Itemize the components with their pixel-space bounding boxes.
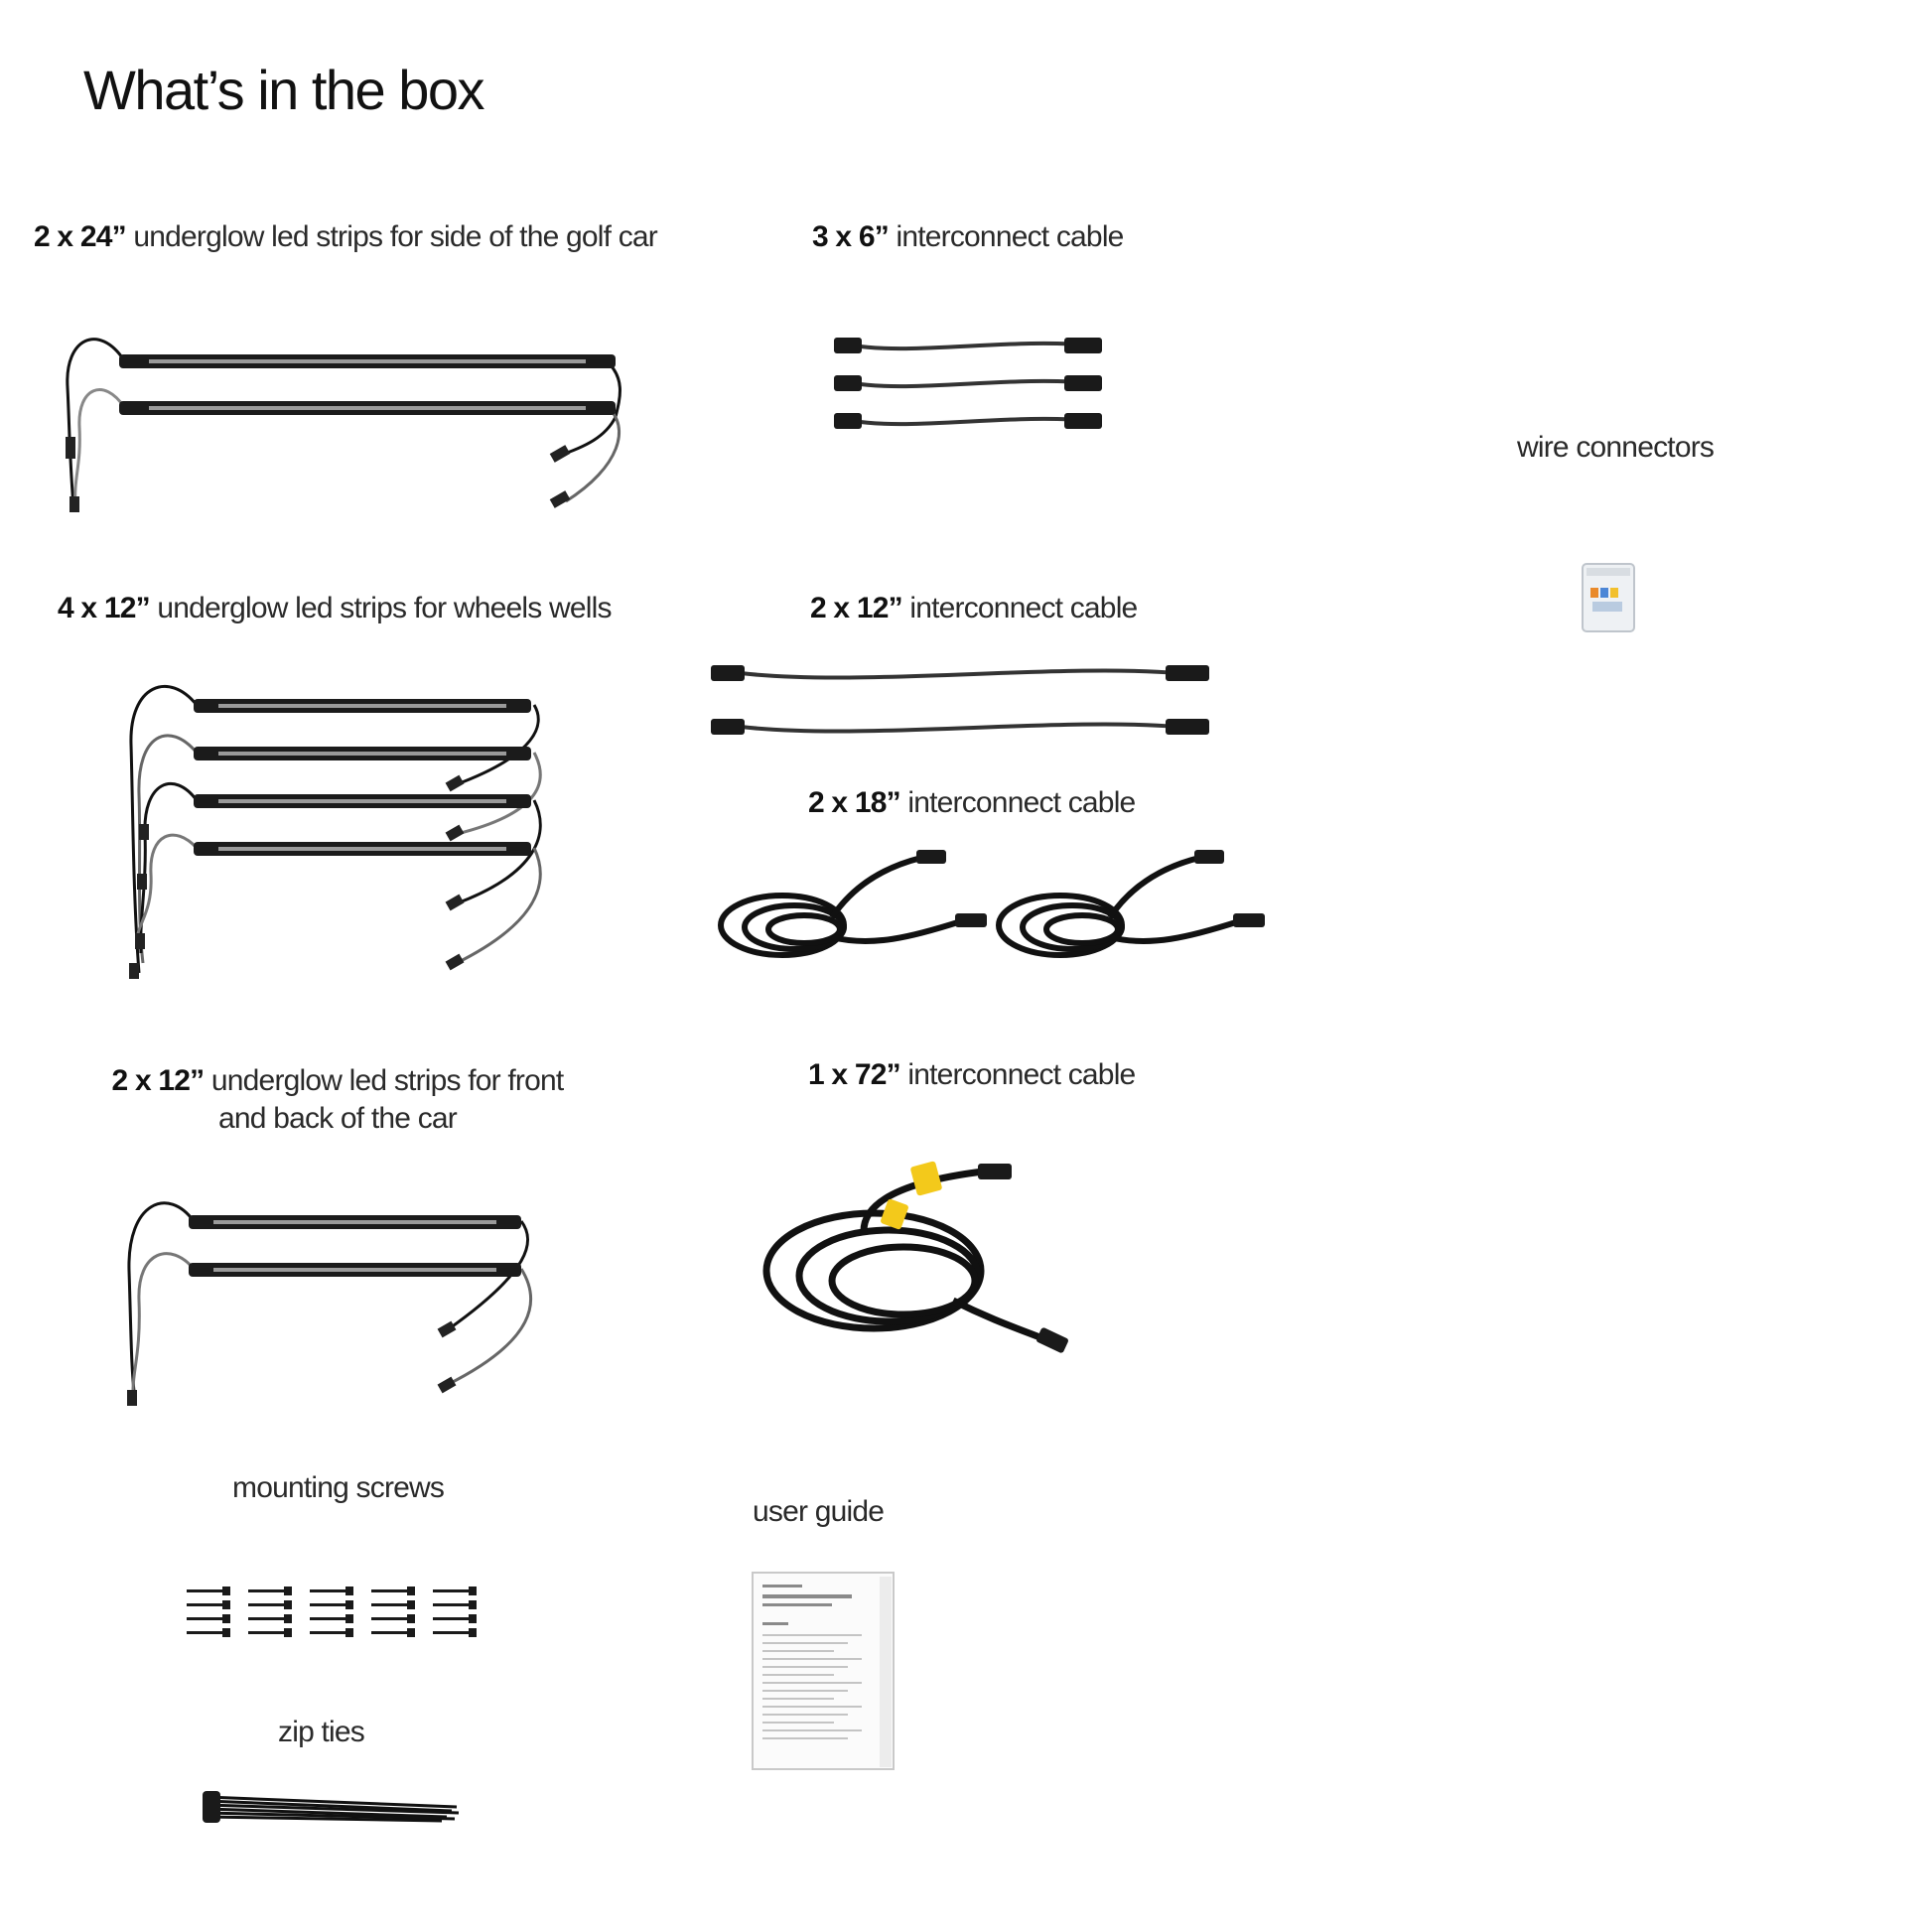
- wheel-strips-label: [58, 592, 612, 625]
- side-strips-label: [34, 220, 657, 254]
- cable-12-image: [711, 659, 1217, 749]
- cable-6-qty: 3 x 6”: [812, 220, 889, 253]
- page-title: What’s in the box: [83, 59, 484, 121]
- cable-18-image: [713, 848, 1269, 967]
- cable-6-image: [834, 334, 1112, 443]
- wire-connectors-label: wire connectors: [1517, 431, 1715, 464]
- cable-18-desc: interconnect cable: [907, 786, 1136, 819]
- front-back-strips-qty: 2 x 12”: [111, 1064, 205, 1097]
- cable-72-label: [808, 1058, 1135, 1092]
- cable-6-desc: interconnect cable: [896, 220, 1124, 253]
- front-back-strips-label: [99, 1062, 576, 1138]
- front-back-strips-desc: underglow led strips for front and back of the car: [210, 1064, 564, 1135]
- cable-12-qty: 2 x 12”: [810, 592, 902, 624]
- cable-6-label: [812, 220, 1124, 254]
- cable-18-qty: 2 x 18”: [808, 786, 900, 819]
- zip-ties-image: [199, 1781, 467, 1831]
- wheel-strips-desc: underglow led strips for wheels wells: [157, 592, 612, 624]
- cable-72-image: [755, 1152, 1082, 1360]
- side-strips-qty: 2 x 24”: [34, 220, 126, 253]
- wheel-led-strips-image: [119, 675, 546, 993]
- front-back-led-strips-image: [119, 1191, 536, 1410]
- mounting-screws-image: [187, 1585, 494, 1644]
- cable-12-desc: interconnect cable: [909, 592, 1138, 624]
- zip-ties-label: zip ties: [278, 1716, 364, 1748]
- user-guide-label: user guide: [753, 1495, 885, 1528]
- cable-12-label: [810, 592, 1137, 625]
- cable-72-desc: interconnect cable: [907, 1058, 1136, 1091]
- cable-18-label: [808, 786, 1135, 820]
- side-strips-desc: underglow led strips for side of the golf car: [133, 220, 657, 253]
- mounting-screws-label: mounting screws: [232, 1471, 445, 1504]
- cable-72-qty: 1 x 72”: [808, 1058, 900, 1091]
- side-led-strips-image: [60, 328, 635, 526]
- wire-connectors-image: [1581, 562, 1636, 633]
- wheel-strips-qty: 4 x 12”: [58, 592, 150, 624]
- user-guide-image: [751, 1571, 896, 1771]
